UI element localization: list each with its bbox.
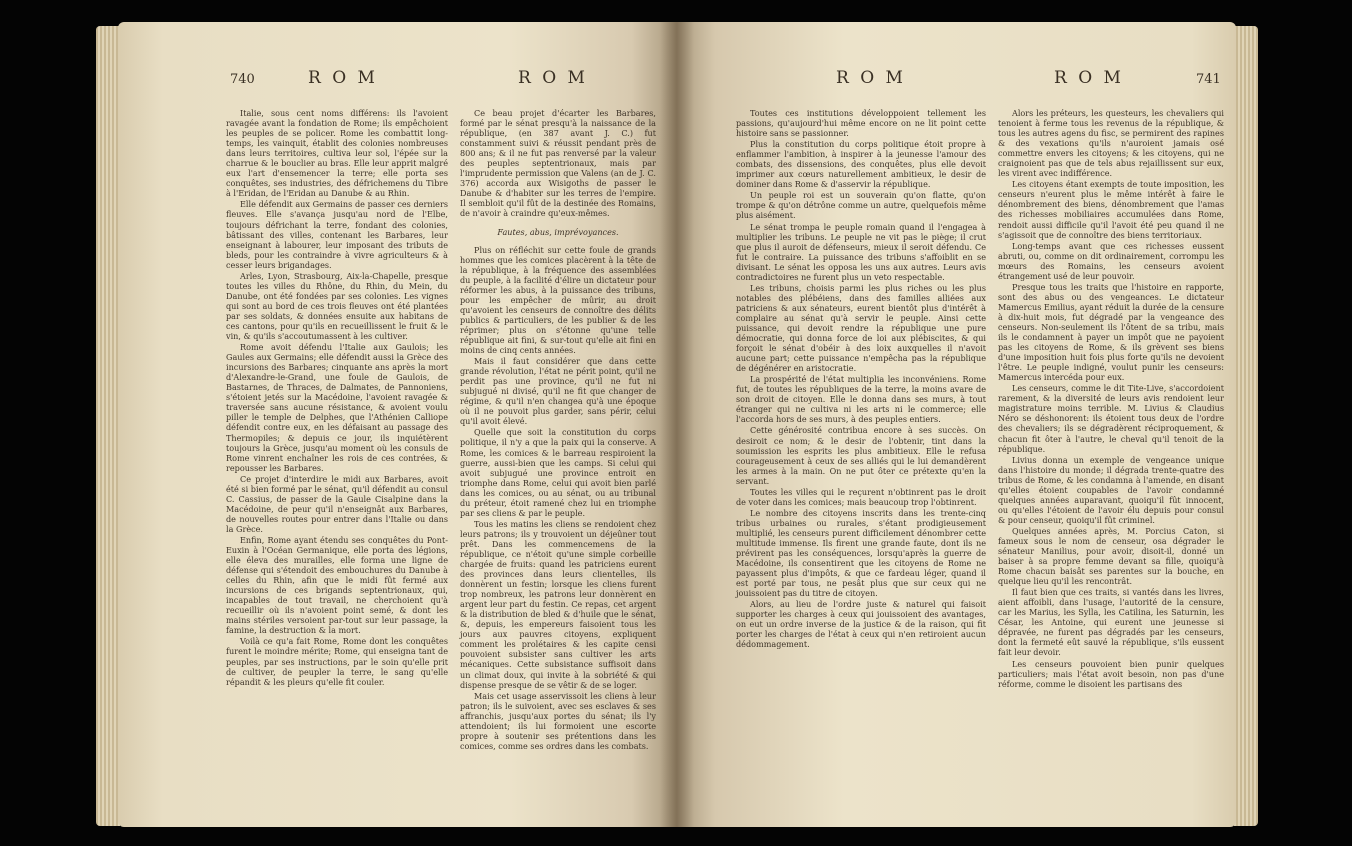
- right-page-column-2: [998, 108, 1224, 689]
- paragraph: Cette générosité contribua encore à ses succès. On desiroit ce nom; & le desir de l'obtenir, tint dans la soumission les esprits les plus ambitieux. Elle le refusa courageusement à ceux de ses alliés qui le lui demandèrent les armes à la main. On ne put ôter ce prétexte qu'en la servant.: [736, 425, 986, 486]
- right-page-column-1: [736, 108, 986, 649]
- paragraph: Presque tous les traits que l'histoire en rapporte, sont des abus ou des vengeances. Le dictateur Mamercus Emilius, ayant réduit la durée de la censure à dix-huit mois, fut dégradé par la vengeance des censeurs. Non-seulement ils l'ôtent de sa tribu, mais ils le condamnent à payer un impôt que ne payoient pas les citoyens de Rome, & ils grèvent ses biens d'une imposition huit fois plus forte qu'ils ne devoient l'être. Le peuple indigné, voulut punir les censeurs: Mamercus intercéda pour eux.: [998, 281, 1225, 383]
- paragraph: Le sénat trompa le peuple romain quand il l'engagea à multiplier les tribuns. Le peuple ne vit pas le piège; il crut que plus il auroit de défenseurs, mieux il seroit défendu. Ce fut le contraire. La puissance des tribuns s'affoiblit en se divisant. Le sénat les opposa les uns aux autres. Leurs avis contradictoires ne furent plus un veto respectable.: [736, 221, 986, 282]
- running-head-left-col2: R O M: [518, 68, 588, 88]
- paragraph: Ce beau projet d'écarter les Barbares, formé par le sénat presqu'à la naissance de la république, (en 387 avant J. C.) fut constamment suivi & réussit pendant près de 800 ans; & il ne fut pas renversé par la valeur des peuples septentrionaux, mais par l'imprudente permission que Valens (an de J. C. 376) accorda aux Wisigoths de passer le Danube & d'habiter sur les terres de l'empire. Il sembloit qu'il fût de la destinée des Romains, de n'avoir à craindre qu'eux-mêmes.: [460, 108, 656, 219]
- paragraph: Les censeurs pouvoient bien punir quelques particuliers; mais l'état avoit besoin, non pas d'une réforme, comme le disoient les partisans des: [998, 658, 1224, 689]
- paragraph: Alors, au lieu de l'ordre juste & naturel qui faisoit supporter les charges à ceux qui jouissoient des avantages, on eut un ordre inverse de la justice & de la raison, qui fit porter les charges de l'état à ceux qui n'en retiroient aucun dédommagement.: [736, 599, 986, 650]
- paragraph: Les tribuns, choisis parmi les plus riches ou les plus notables des plébéiens, dans des familles alliées aux patriciens & aux sénateurs, eurent bientôt plus d'intérêt à complaire au sénat qu'à servir le peuple. Ainsi cette puissance, qui devoit rendre la république une pure démocratie, qui donna force de loi aux plébiscites, & qui forçoit le sénat d'obéir à des loix auxquelles il n'avoit aucune part; cette puissance n'empêcha pas la république de dégénérer en aristocratie.: [736, 282, 986, 374]
- running-head-right-col1: R O M: [836, 68, 906, 88]
- left-page-edges: [96, 26, 120, 826]
- paragraph: Voilà ce qu'a fait Rome, Rome dont les conquêtes furent le moindre mérite; Rome, qui enseigna tant de peuples, par ses instructions, par le soin qu'elle prit de cultiver, de peupler la terre, le sang qu'elle répandit & les pleurs qu'elle fit couler.: [226, 636, 448, 687]
- right-page-edges: [1234, 26, 1258, 826]
- paragraph: Ce projet d'interdire le midi aux Barbares, avoit été si bien formé par le sénat, qu'il défendit au consul C. Cassius, de passer de la Gaule Cisalpine dans la Macédoine, de peur qu'il n'enseignât aux Barbares, de nouvelles routes pour entrer dans l'Italie ou dans la Grèce.: [226, 473, 448, 534]
- paragraph: Elle défendit aux Germains de passer ces derniers fleuves. Elle s'avança jusqu'au nord de l'Elbe, toujours défrichant la terre, fondant des colonies, bâtissant des villes, contenant les Barbares, leur enseignant à labourer, leur imposant des tributs de bleds, pour les contraindre à vivre agriculteurs & à cesser leurs brigandages.: [226, 199, 448, 270]
- paragraph: Le nombre des citoyens inscrits dans les trente-cinq tribus urbaines ou rurales, s'étant prodigieusement multiplié, les censeurs purent difficilement dénombrer cette multitude immense. Ils firent une grande faute, dont ils ne prévirent pas les conséquences, lorsqu'après la guerre de Macédoine, ils consentirent que les citoyens de Rome ne payassent plus d'impôts, & que ce fardeau léger, quand il est porté par tous, ne pesât plus que sur ceux qui ne jouissoient pas du titre de citoyen.: [736, 507, 986, 599]
- paragraph: Toutes ces institutions développoient tellement les passions, qu'aujourd'hui même encore on ne lit point cette histoire sans se passionner.: [736, 108, 986, 139]
- paragraph: Enfin, Rome ayant étendu ses conquêtes du Pont-Euxin à l'Océan Germanique, elle porta des légions, elle éleva des murailles, elle forma une ligne de défense qui s'étendoit des embouchures du Danube à celles du Rhin, afin que le midi fût fermé aux incursions de ces brigands septentrionaux, qui, incapables de tout travail, ne cherchoient qu'à recueillir où ils n'avoient point semé, & dont les mains stériles versoient par-tout sur leur passage, la famine, la destruction & la mort.: [226, 534, 448, 636]
- paragraph: Il faut bien que ces traits, si vantés dans les livres, aient affoibli, dans l'usage, l'autorité de la censure, car les Marius, les Sylla, les Catilina, les Saturnin, les César, les Antoine, qui eurent une jeunesse si dépravée, ne furent pas dégradés par les censeurs, dont la fermeté eût sauvé la république, s'ils eussent fait leur devoir.: [998, 587, 1224, 658]
- paragraph: Quelle que soit la constitution du corps politique, il n'y a que la paix qui la conserve. A Rome, les comices & le barreau respiroient la guerre, aussi-bien que les camps. Si celui qui avoit subjugué une province entroit en triomphe dans Rome, celui qui avoit bien parlé dans les comices, ou au sénat, ou au tribunal du préteur, étoit ramené chez lui en triomphe par ses cliens & par le peuple.: [460, 427, 656, 518]
- paragraph: Plus la constitution du corps politique étoit propre à enflammer l'ambition, à inspirer à la jeunesse l'amour des combats, des dissensions, des conquêtes, plus elle devoit imprimer aux cœurs naturellement ambitieux, le desir de dominer dans Rome & d'asservir la république.: [736, 139, 986, 190]
- paragraph: Toutes les villes qui le reçurent n'obtinrent pas le droit de voter dans les comices; mais beaucoup trop l'obtinrent.: [736, 486, 986, 507]
- paragraph: Les censeurs, comme le dit Tite-Live, s'accordoient rarement, & la diversité de leurs avis rendoient leur magistrature moins terrible. M. Livius & Claudius Néro se déshonorent: ils étoient tous deux de l'ordre des chevaliers; ils se dégradèrent réciproquement, & chacun fit ôter à l'autre, le cheval qu'il tenoit de la république.: [998, 383, 1224, 454]
- running-head-right-col2: R O M: [1054, 68, 1124, 88]
- paragraph: Mais il faut considérer que dans cette grande révolution, l'état ne périt point, qu'il ne perdit pas une province, qu'il ne fut ni subjugué ni divisé, qu'il ne fit que changer de régime, & qu'il n'en changea qu'à une époque où il ne pouvoit plus garder, sans périr, celui qu'il avoit élevé.: [460, 356, 656, 427]
- paragraph: Fautes, abus, imprévoyances.: [497, 226, 619, 237]
- paragraph: Italie, sous cent noms différens: ils l'avoient ravagée avant la fondation de Rome; ils empêchoient les peuples de se policer. Rome les combattit long-temps, les vainquit, établit des colonies nombreuses dans leurs territoires, cultiva leur sol, l'épée sur la charrue & le bouclier au bras. Elle leur apprit malgré eux l'art d'ensemencer la terre; elle porta ses conquêtes, ses industries, des défrichemens du Tibre à l'Eridan, de l'Eridan au Danube & au Rhin.: [226, 108, 448, 199]
- paragraph: Long-temps avant que ces richesses eussent abruti, ou, comme on dit ordinairement, corrompu les mœurs des Romains, les censeurs avoient étrangement usé de leur pouvoir.: [998, 240, 1224, 281]
- paragraph: La prospérité de l'état multiplia les inconvéniens. Rome fut, de toutes les républiques de la terre, la moins avare de son droit de citoyen. Elle le donna dans ses murs, à tout étranger qui ne cultiva ni les arts ni le commerce; elle l'accorda hors de ses murs, à des peuples entiers.: [736, 374, 986, 425]
- left-page-column-1: [226, 108, 448, 687]
- paragraph: Les citoyens étant exempts de toute imposition, les censeurs n'eurent plus le même intérêt à faire le dénombrement des biens, dénombrement que l'amas des richesses mobiliaires accumulées dans Rome, rendoit aussi difficile qu'il l'avoit été peu quand il ne s'agissoit que de connoître des biens territoriaux.: [998, 179, 1224, 240]
- paragraph: Alors les préteurs, les questeurs, les chevaliers qui tenoient à ferme tous les revenus de la république, & tous les autres agens du fisc, se permirent des rapines & des vexations qu'ils n'auroient jamais osé commettre envers les citoyens; & les citoyens, qui ne craignoient pas que de tels abus rejaillissent sur eux, les virent avec indifférence.: [998, 108, 1224, 179]
- paragraph: Rome avoit défendu l'Italie aux Gaulois; les Gaules aux Germains; elle défendit aussi la Grèce des incursions des Barbares; cinquante ans après la mort d'Alexandre-le-Grand, une foule de Gaulois, de Bastarnes, de Thraces, de Dalmates, de Pannoniens, s'étoient jetés sur la Macédoine, l'avoient ravagée & traversée sans aucune résistance, & avoient voulu piller le temple de Delphes, que l'Athénien Calliope défendit contre eux, en les défaisant au passage des Thermopiles; & depuis ce jour, ils inquiétèrent toujours la Grèce, jusqu'au moment où les consuls de Rome vinrent enchaîner les rois de ces contrées, & repousser les Barbares.: [226, 342, 448, 473]
- paragraph: Arles, Lyon, Strasbourg, Aix-la-Chapelle, presque toutes les villes du Rhône, du Rhin, du Mein, du Danube, ont été fondées par ses colonies. Les vignes qui sont au bord de ces trois fleuves ont été plantées par ses soldats, & données ensuite aux habitans de ces cantons, pour qu'ils en recueillissent le fruit & le vin, & qu'ils s'accoutumassent à les cultiver.: [226, 270, 448, 342]
- paragraph: Quelques années après, M. Porcius Caton, si fameux sous le nom de censeur, osa dégrader le sénateur Manilius, pour avoir, disoit-il, donné un baiser à sa propre femme devant sa fille, quoiqu'à Rome chacun baisât ses parentes sur la bouche, en quelque lieu qu'il les rencontrât.: [998, 525, 1224, 587]
- left-page-column-2: [460, 108, 656, 751]
- paragraph: Livius donna un exemple de vengeance unique dans l'histoire du monde; il dégrada trente-quatre des tribus de Rome, & les condamna à l'amende, en disant qu'elles étoient coupables de l'avoir condamné quelques années auparavant, quoiqu'il fût innocent, ou qu'elles l'étoient de l'avoir élu depuis pour consul & pour censeur, quoiqu'il fût criminel.: [998, 454, 1224, 525]
- page-number-left: 740: [230, 72, 255, 87]
- paragraph: Mais cet usage asservissoit les cliens à leur patron; ils le suivoient, avec ses esclaves & ses affranchis, jusqu'aux portes du sénat; ils l'y attendoient; ils lui formoient une escorte propre à soutenir ses prétentions dans les comices, comme ses ordres dans les combats.: [460, 690, 656, 751]
- paragraph: Plus on réfléchit sur cette foule de grands hommes que les comices placèrent à la tête de la république, à la fréquence des assemblées du peuple, à la facilité d'élire un dictateur pour réformer les abus, à la puissance des tribuns, pour les empêcher de mûrir, au droit qu'avoient les censeurs de connoître des délits publics & particuliers, de les publier & de les réprimer; plus on s'étonne qu'une telle république ait fini, & sur-tout qu'elle ait fini en moins de cinq cents années.: [460, 244, 656, 356]
- left-page: [118, 22, 676, 827]
- paragraph: Tous les matins les cliens se rendoient chez leurs patrons; ils y trouvoient un déjeûner tout prêt. Dans les commencemens de la république, ce n'étoit qu'une simple corbeille chargée de fruits: quand les patriciens eurent des provinces dans leurs clientelles, ils donnèrent un festin; lorsque les cliens furent trop nombreux, les patrons leur donnèrent en argent leur part du festin. Ce repas, cet argent & la distribution de bled & d'huile que le sénat, &, depuis, les empereurs faisoient tous les jours aux pauvres citoyens, expliquent comment les prolétaires & les capite censi pouvoient subsister sans cultiver les arts mécaniques. Cette subsistance suffisoit dans un climat doux, qui invite à la sobriété & qui dispense presque de se vêtir & de se loger.: [460, 518, 656, 690]
- page-number-right: 741: [1196, 72, 1221, 87]
- running-head-left-col1: R O M: [308, 68, 378, 88]
- right-page: [676, 22, 1236, 827]
- paragraph: Un peuple roi est un souverain qu'on flatte, qu'on trompe & qu'on détrône comme un autre, quelquefois même plus aisément.: [736, 190, 986, 221]
- book-gutter: [660, 22, 694, 827]
